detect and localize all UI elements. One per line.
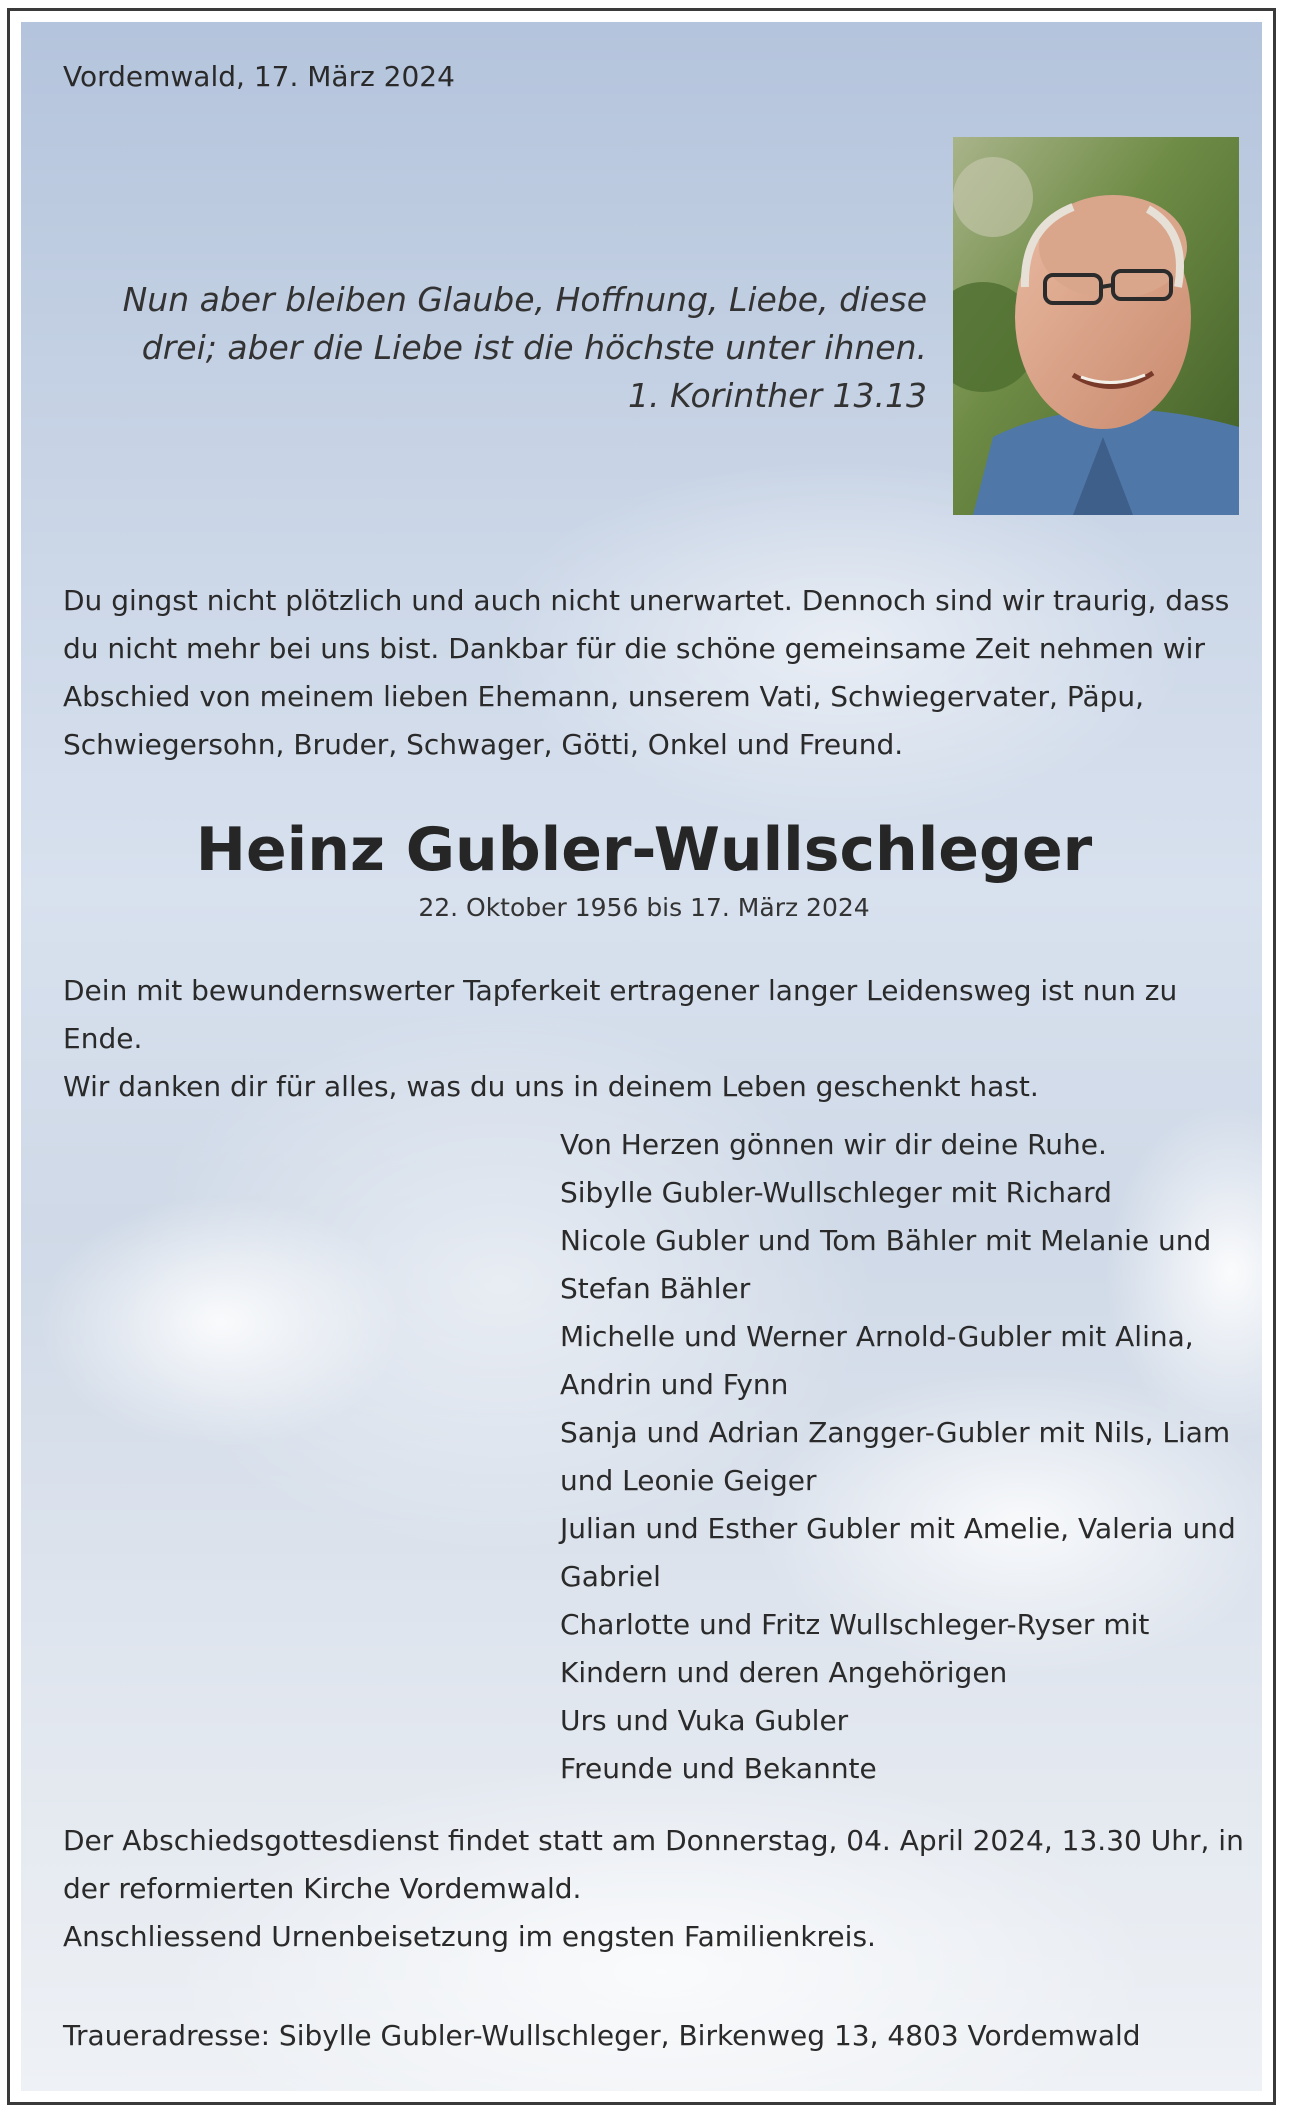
list-item: Nicole Gubler und Tom Bähler mit Melanie und Stefan Bähler xyxy=(560,1224,1212,1305)
list-item: Von Herzen gönnen wir dir deine Ruhe. xyxy=(560,1128,1107,1161)
passage-line-2: Wir danken dir für alles, was du uns in deinem Leben geschenkt hast. xyxy=(63,1070,1039,1103)
mourners-list xyxy=(560,1121,1250,1793)
service-line-2: Anschliessend Urnenbeisetzung im engsten Familienkreis. xyxy=(63,1920,876,1953)
list-item: Freunde und Bekannte xyxy=(560,1752,877,1785)
obituary-frame xyxy=(7,8,1276,2105)
list-item: Michelle und Werner Arnold-Gubler mit Alina, Andrin und Fynn xyxy=(560,1320,1194,1401)
service-line-1: Der Abschiedsgottesdienst findet statt am Donnerstag, 04. April 2024, 13.30 Uhr, in der reformierten Kirche Vordemwald. xyxy=(63,1824,1244,1905)
bible-quote xyxy=(91,276,927,420)
list-item: Sanja und Adrian Zangger-Gubler mit Nils, Liam und Leonie Geiger xyxy=(560,1416,1231,1497)
passage-paragraph xyxy=(63,967,1253,1111)
passage-line-1: Dein mit bewundernswerter Tapferkeit ertragener langer Leidensweg ist nun zu Ende. xyxy=(63,974,1178,1055)
portrait-illustration xyxy=(953,137,1239,515)
list-item: Julian und Esther Gubler mit Amelie, Valeria und Gabriel xyxy=(560,1512,1236,1593)
list-item: Sibylle Gubler-Wullschleger mit Richard xyxy=(560,1176,1112,1209)
sky-background xyxy=(21,22,1262,2091)
lifespan-dates: 22. Oktober 1956 bis 17. März 2024 xyxy=(418,893,870,922)
dateline: Vordemwald, 17. März 2024 xyxy=(63,60,455,93)
mourning-address: Traueradresse: Sibylle Gubler-Wullschleger, Birkenweg 13, 4803 Vordemwald xyxy=(63,2019,1141,2052)
deceased-name: Heinz Gubler-Wullschleger xyxy=(195,815,1093,885)
list-item: Charlotte und Fritz Wullschleger-Ryser mit Kindern und deren Angehörigen xyxy=(560,1608,1150,1689)
quote-reference: 1. Korinther 13.13 xyxy=(628,376,927,415)
service-info xyxy=(63,1817,1253,1961)
list-item: Urs und Vuka Gubler xyxy=(560,1704,849,1737)
quote-line-1: Nun aber bleiben Glaube, Hoffnung, Liebe, diese xyxy=(122,280,927,319)
portrait-photo xyxy=(953,137,1239,515)
intro-paragraph: Du gingst nicht plötzlich und auch nicht unerwartet. Dennoch sind wir traurig, dass du nicht mehr bei uns bist. Dankbar für die schöne gemeinsame Zeit nehmen wir Abschied von meinem lieben Ehemann, unserem Vati, Schwiegervater, Päpu, Schwiegersohn, Bruder, Schwager, Götti, Onkel und Freund. xyxy=(63,584,1230,761)
quote-line-2: drei; aber die Liebe ist die höchste unter ihnen. xyxy=(141,328,927,367)
